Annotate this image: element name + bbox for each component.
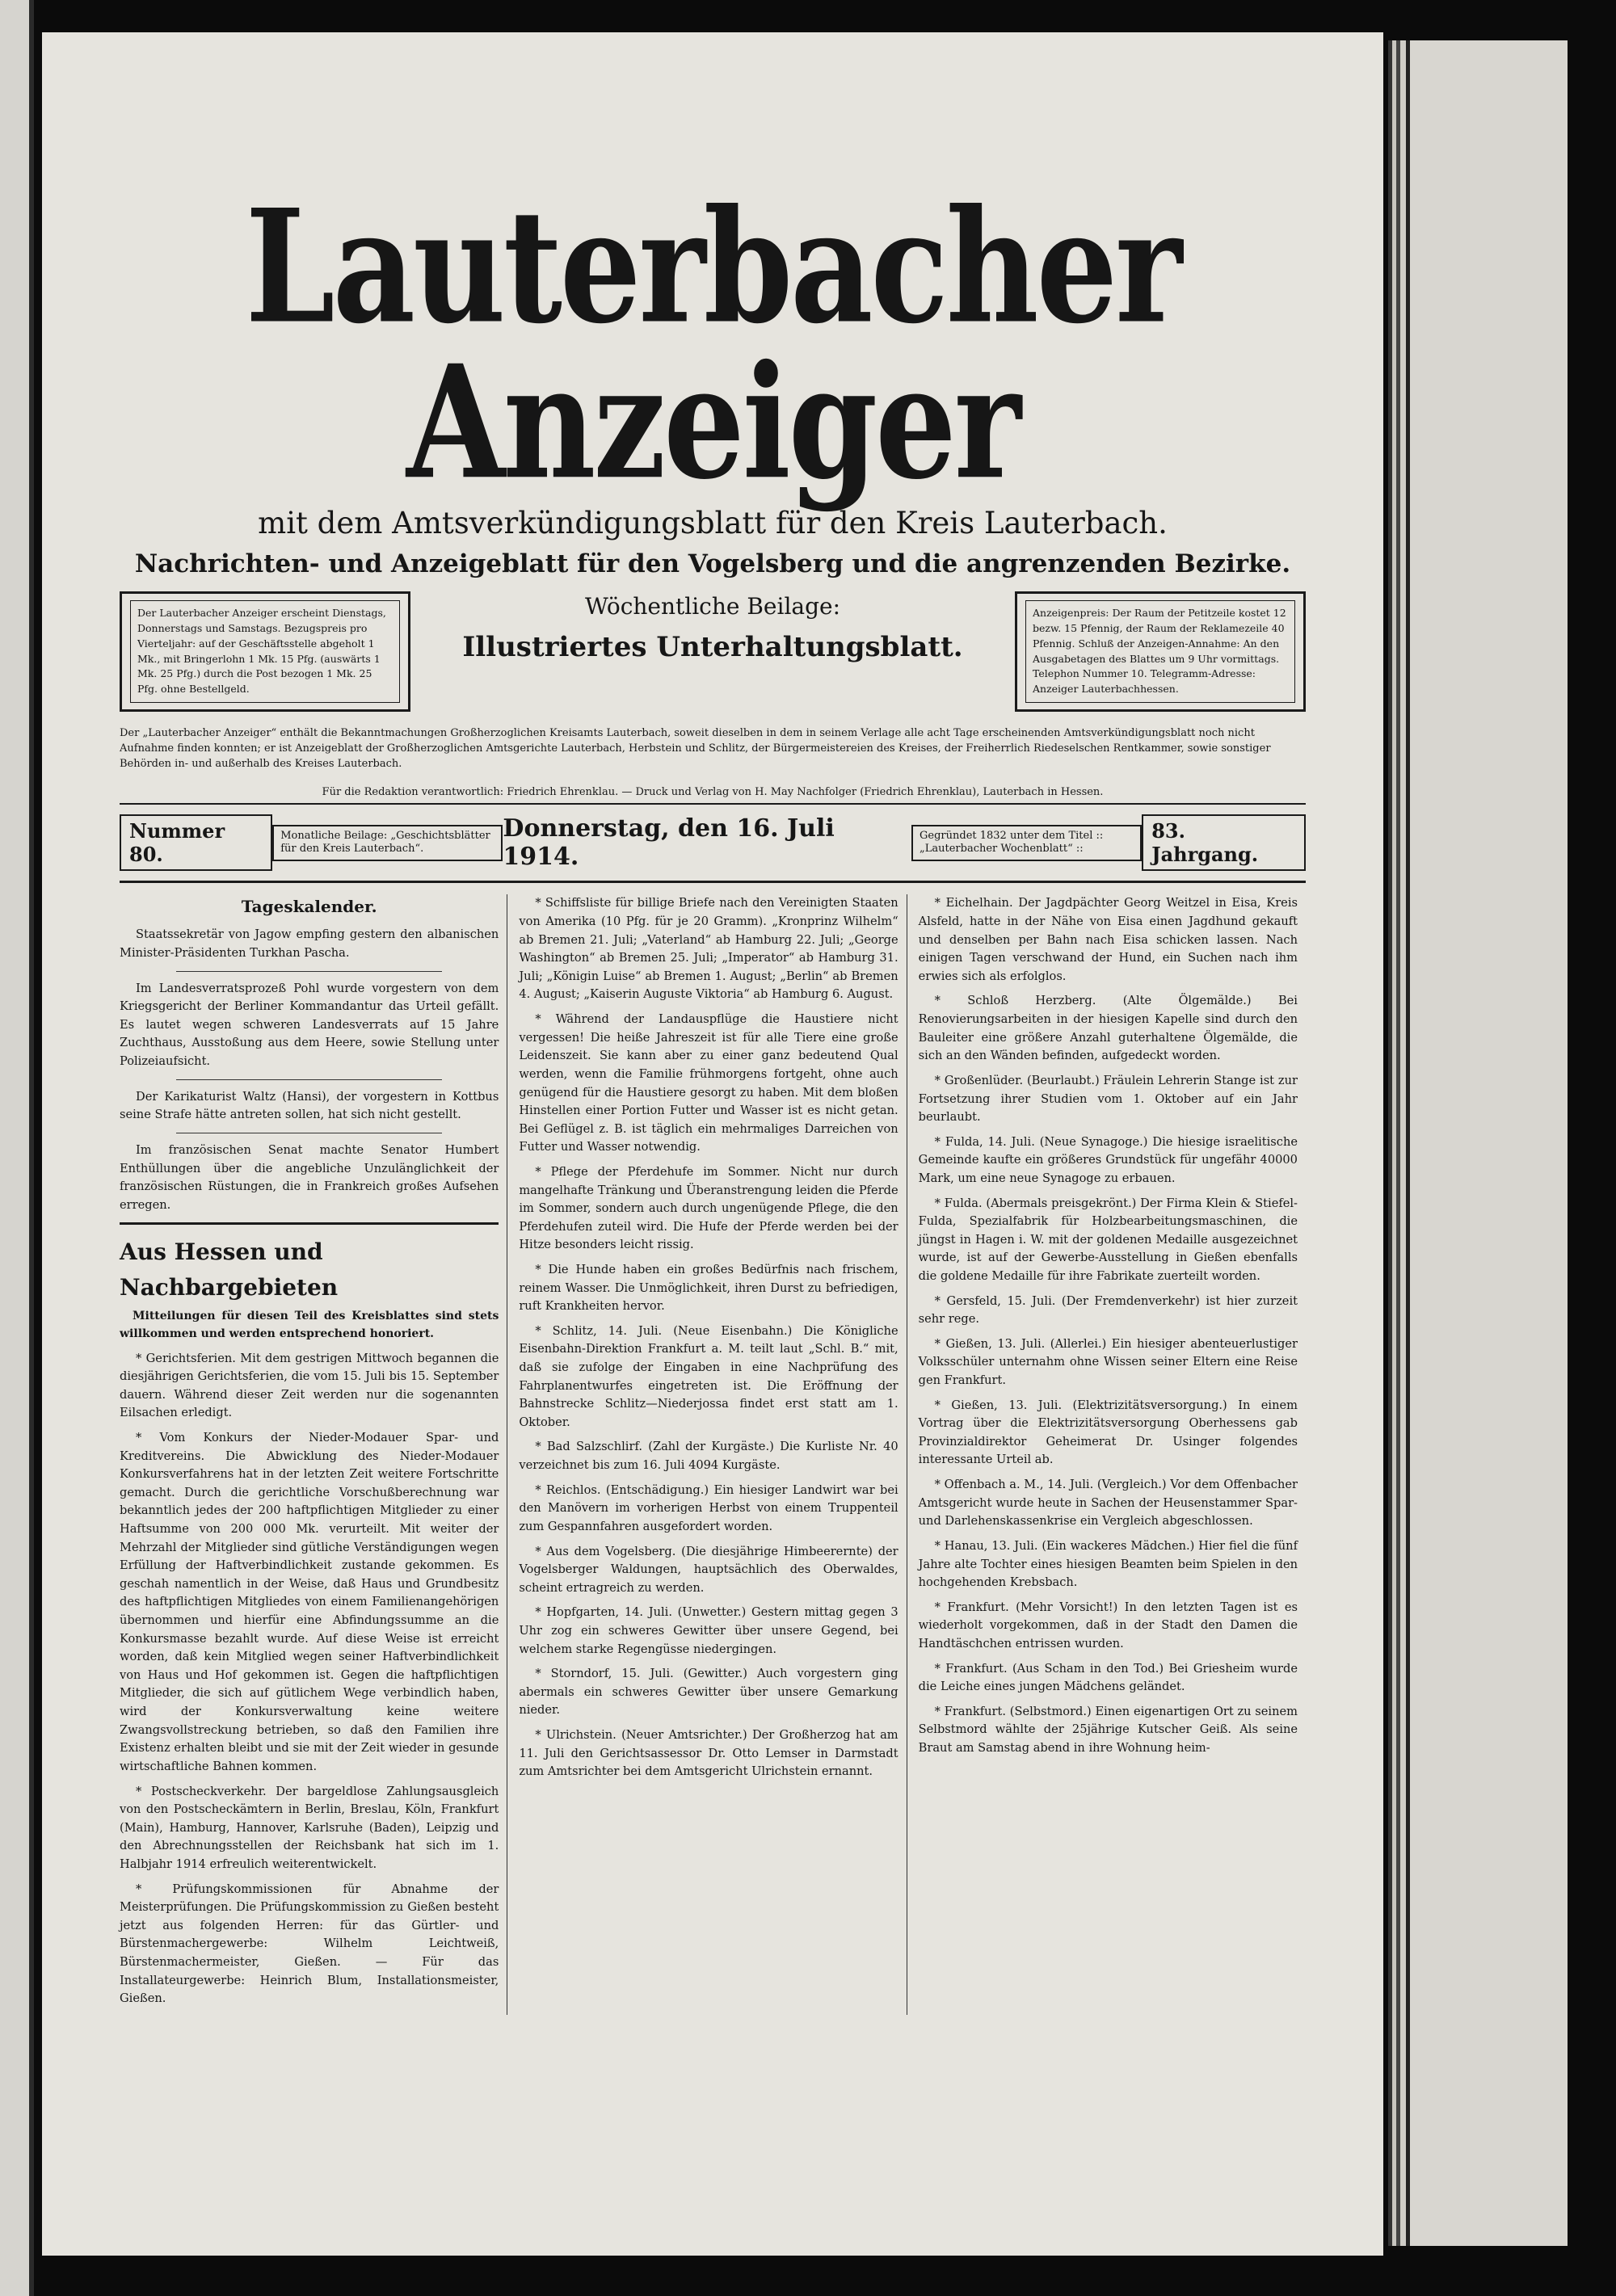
article: * Schlitz, 14. Juli. (Neue Eisenbahn.) Die Königliche Eisenbahn-Direktion Frankfurt a. M. teilt laut „Schl. B.“ mit, daß sie zufolge der Eingaben in eine Nachprüfung des Fahrplanentwurfes eingetreten ist. Die Eröffnung der Bahnstrecke Schlitz—Niederjossa findet erst statt am 1. Oktober. xyxy=(519,1323,898,1429)
issue-info-bar xyxy=(120,805,1306,883)
column-1 xyxy=(120,894,507,2014)
masthead-info-row xyxy=(120,591,1306,712)
calendar-item: Der Karikaturist Waltz (Hansi), der vorgestern in Kottbus seine Strafe hätte antreten sollen, hat sich nicht gestellt. xyxy=(120,1089,499,1122)
newspaper-tagline: Nachrichten- und Anzeigeblatt für den Vogelsberg und die angrenzenden Bezirke. xyxy=(134,549,1291,579)
article: * Gerichtsferien. Mit dem gestrigen Mittwoch begannen die diesjährigen Gerichtsferien, die vom 15. Juli bis 15. September dauern. Während dieser Zeit werden nur die sogenannten Eilsachen erledigt. xyxy=(120,1351,499,1420)
article: * Ulrichstein. (Neuer Amtsrichter.) Der Großherzog hat am 11. Juli den Gerichtsassessor Dr. Otto Lemser in Darmstadt zum Amtsrichter bei dem Amtsgericht Ulrichstein ernannt. xyxy=(519,1728,898,1779)
article: * Fulda, 14. Juli. (Neue Synagoge.) Die hiesige israelitische Gemeinde kaufte ein größeres Grundstück für ungefähr 40000 Mark, um eine neue Synagoge zu erbauen. xyxy=(918,1134,1298,1185)
official-notice: Der „Lauterbacher Anzeiger“ enthält die Bekanntmachungen Großherzoglichen Kreisamts Lauterbach, soweit dieselben in dem in seinem Verlage alle acht Tage erscheinenden Amtsverkündigungsblatt noch nicht Aufnahme finden konnten; er ist Anzeigeblatt der Großherzoglichen Amtsgerichte Lauterbach, Herbstein und Schlitz, der Bürgermeistereien des Kreises, der Freiherrlich Riedeselschen Rentkammer, sowie sonstiger Behörden in- und außerhalb des Kreises Lauterbach. xyxy=(120,726,1271,770)
supplement-label: Wöchentliche Beilage: xyxy=(584,593,841,620)
calendar-item: Staatssekretär von Jagow empfing gestern den albanischen Minister-Präsidenten Turkhan Pascha. xyxy=(120,927,499,961)
supplement-block xyxy=(410,591,1015,712)
article: * Prüfungskommissionen für Abnahme der Meisterprüfungen. Die Prüfungskommission zu Gießen besteht jetzt aus folgenden Herren: für das Gürtler- und Bürstenmachergewerbe: Wilhelm Leichtweiß, Bürstenmachermeister, Gießen. — Für das Installateurgewerbe: Heinrich Blum, Installationsmeister, Gießen. xyxy=(120,1882,499,2006)
issue-date: Donnerstag, den 16. Juli 1914. xyxy=(503,814,835,872)
article: * Storndorf, 15. Juli. (Gewitter.) Auch vorgestern ging abermals ein schweres Gewitter über unsere Gemarkung nieder. xyxy=(519,1667,898,1718)
article: * Eichelhain. Der Jagdpächter Georg Weitzel in Eisa, Kreis Alsfeld, hatte in der Nähe von Eisa einen Jagdhund gekauft und denselben per Bahn nach Eisa schicken lassen. Nach einigen Tagen verschwand der Hund, ein Suchen nach ihm erwies sich als erfolglos. xyxy=(918,896,1298,983)
article: * Vom Konkurs der Nieder-Modauer Spar- und Kreditvereins. Die Abwicklung des Nieder-Modauer Konkursverfahrens hat in der letzten Zeit weitere Fortschritte gemacht. Durch die gerichtliche Vorschußberechnung war bekanntlich jedes der 200 haftpflichtigen Mitglieder zu einer Haftsumme von 200 000 Mk. verurteilt. Mit weiter der Mehrzahl der Mitglieder sind gütliche Verständigungen wegen Erfüllung der Haftverbindlichkeit zustande gekommen. Es geschah namentlich in der Weise, daß Haus und Grundbesitz des haftpflichtigen Mitgliedes von einem Familienangehörigen übernommen und hierfür eine Abfindungssumme an die Konkursmasse bezahlt wurde. Auf diese Weise ist erreicht worden, daß kein Mitglied wegen seiner Haftverbindlichkeit von Haus und Hof gekommen ist. Gegen die haftpflichtigen Mitglieder, die sich auf gütlichem Wege verbindlich haben, wird der Konkursverwaltung keine weitere Zwangsvollstreckung betrieben, so daß den Familien ihre Existenz erhalten bleibt und sie mit der Zeit wieder in gesunde wirtschaftliche Bahnen kommen. xyxy=(120,1430,499,1773)
calendar-heading: Tageskalender. xyxy=(241,897,377,917)
ad-price-text: Anzeigenpreis: Der Raum der Petitzeile kostet 12 bezw. 15 Pfennig, der Raum der Reklamezeile 40 Pfennig. Schluß der Anzeigen-Annahme: An den Ausgabetagen des Blattes um 9 Uhr vormittags. Telephon Nummer 10. Telegramm-Adresse: Anzeiger Lauterbachhessen. xyxy=(1025,600,1295,703)
article: * Frankfurt. (Mehr Vorsicht!) In den letzten Tagen ist es wiederholt vorgekommen, daß in der Stadt den Damen die Handtäschchen entrissen wurden. xyxy=(918,1600,1298,1651)
page-stack-edges xyxy=(1395,40,1568,2246)
article: * Reichlos. (Entschädigung.) Ein hiesiger Landwirt war bei den Manövern im vorherigen Herbst von einem Truppenteil zum Gespannfahren ausgefordert worden. xyxy=(519,1482,898,1533)
column-3 xyxy=(919,894,1306,2014)
article: * Fulda. (Abermals preisgekrönt.) Der Firma Klein & Stiefel-Fulda, Spezialfabrik für Holzbearbeitungsmaschinen, die jüngst in Hagen i. W. mit der goldenen Medaille ausgezeichnet wurde, ist auf der Gewerbe-Ausstellung in Gießen ebenfalls die goldene Medaille für ihre Fabrikate zuerteilt worden. xyxy=(918,1196,1298,1283)
article: * Offenbach a. M., 14. Juli. (Vergleich.) Vor dem Offenbacher Amtsgericht wurde heute in Sachen der Heusenstammer Spar- und Darlehenskassenkrise ein Vergleich abgeschlossen. xyxy=(918,1478,1298,1529)
article: * Aus dem Vogelsberg. (Die diesjährige Himbeerernte) der Vogelsberger Waldungen, hauptsächlich des Oberwaldes, scheint ertragreich zu werden. xyxy=(519,1544,898,1595)
article: * Postscheckverkehr. Der bargeldlose Zahlungsausgleich von den Postscheckämtern in Berlin, Breslau, Köln, Frankfurt (Main), Hamburg, Hannover, Karlsruhe (Baden), Leipzig und den Abrechnungsstellen der Reichsbank hat sich im 1. Halbjahr 1914 erfreulich weiterentwickelt. xyxy=(120,1784,499,1871)
article: * Gießen, 13. Juli. (Elektrizitätsversorgung.) In einem Vortrag über die Elektrizitätsversorgung Oberhessens gab Provinzialdirektor Geheimerat Dr. Usinger folgendes interessante Urteil ab. xyxy=(918,1398,1298,1467)
article-columns xyxy=(120,894,1306,2014)
supplement-title: Illustriertes Unterhaltungsblatt. xyxy=(462,631,963,664)
newspaper-page xyxy=(42,32,1383,2256)
subscription-text: Der Lauterbacher Anzeiger erscheint Dienstags, Donnerstags und Samstags. Bezugspreis pro Vierteljahr: auf der Geschäftsstelle abgeholt 1 Mk., mit Bringerlohn 1 Mk. 15 Pfg. (auswärts 1 Mk. 25 Pfg.) durch die Post bezogen 1 Mk. 25 Pfg. ohne Bestellgeld. xyxy=(130,600,400,703)
article: * Gersfeld, 15. Juli. (Der Fremdenverkehr) ist hier zurzeit sehr rege. xyxy=(918,1293,1298,1327)
article: * Hopfgarten, 14. Juli. (Unwetter.) Gestern mittag gegen 3 Uhr zog ein schweres Gewitter über unsere Gegend, bei welchem starke Regengüsse niedergingen. xyxy=(519,1605,898,1656)
article: * Frankfurt. (Selbstmord.) Einen eigenartigen Ort zu seinem Selbstmord wählte der 25jährige Kutscher Geiß. Als seine Braut am Samstag abend in ihre Wohnung heim- xyxy=(918,1704,1298,1756)
volume-year: 83. Jahrgang. xyxy=(1142,814,1306,871)
article: * Schloß Herzberg. (Alte Ölgemälde.) Bei Renovierungsarbeiten in der hiesigen Kapelle sind durch den Bauleiter eine größere Anzahl guterhaltene Ölgemälde, die sich an den Wänden befinden, aufgedeckt worden. xyxy=(918,994,1298,1063)
section-heading: Aus Hessen und Nachbargebieten xyxy=(120,1238,339,1301)
article: * Bad Salzschlirf. (Zahl der Kurgäste.) Die Kurliste Nr. 40 verzeichnet bis zum 16. Juli 4094 Kurgäste. xyxy=(519,1440,898,1473)
editorial-responsibility: Für die Redaktion verantwortlich: Friedrich Ehrenklau. — Druck und Verlag von H. May Nachfolger (Friedrich Ehrenklau), Lauterbach in Hessen. xyxy=(120,780,1306,805)
newspaper-subtitle: mit dem Amtsverkündigungsblatt für den Kreis Lauterbach. xyxy=(258,506,1168,540)
column-2 xyxy=(519,894,907,2014)
article: * Großenlüder. (Beurlaubt.) Fräulein Lehrerin Stange ist zur Fortsetzung ihrer Studien vom 1. Oktober auf ein Jahr beurlaubt. xyxy=(918,1073,1298,1125)
monthly-supplement-note: Monatliche Beilage: „Geschichtsblätter für den Kreis Lauterbach“. xyxy=(272,825,503,861)
article: * Während der Landauspflüge die Haustiere nicht vergessen! Die heiße Jahreszeit ist für alle Tiere eine große Leidenszeit. Sie kann aber zu einer ganz bedeutend Qual werden, wenn die Familie frühmorgens fortgeht, ohne auch genügend für die Haustiere gesorgt zu haben. Mit dem bloßen Hinstellen einer Portion Futter und Wasser ist es nicht getan. Bei Geflügel z. B. ist täglich ein mehrmaliges Darreichen von Futter und Wasser notwendig. xyxy=(519,1012,898,1154)
ad-price-box xyxy=(1015,591,1306,712)
article: * Frankfurt. (Aus Scham in den Tod.) Bei Griesheim wurde die Leiche eines jungen Mädchens geländet. xyxy=(918,1661,1298,1694)
article: * Die Hunde haben ein großes Bedürfnis nach frischem, reinem Wasser. Die Unmöglichkeit, ihren Durst zu befriedigen, ruft Krankheiten hervor. xyxy=(519,1263,898,1314)
issue-number: Nummer 80. xyxy=(120,814,272,871)
newspaper-title: Lauterbacher Anzeiger xyxy=(245,176,1180,515)
adjacent-page-edge xyxy=(0,0,34,2296)
subscription-box xyxy=(120,591,410,712)
article: * Gießen, 13. Juli. (Allerlei.) Ein hiesiger abenteuerlustiger Volksschüler unternahm ohne Wissen seiner Eltern eine Reise gen Frankfurt. xyxy=(918,1336,1298,1388)
founded-note: Gegründet 1832 unter dem Titel :: „Lauterbacher Wochenblatt“ :: xyxy=(911,825,1142,861)
section-notice: Mitteilungen für diesen Teil des Kreisblattes sind stets willkommen und werden entsprechend honoriert. xyxy=(120,1310,499,1340)
article: * Schiffsliste für billige Briefe nach den Vereinigten Staaten von Amerika (10 Pfg. für je 20 Gramm). „Kronprinz Wilhelm“ ab Bremen 21. Juli; „Vaterland“ ab Hamburg 22. Juli; „George Washington“ ab Bremen 25. Juli; „Imperator“ ab Hamburg 31. Juli; „Königin Luise“ ab Bremen 1. August; „Berlin“ ab Bremen 4. August; „Kaiserin Auguste Viktoria“ ab Hamburg 6. August. xyxy=(519,896,898,1002)
calendar-item: Im französischen Senat machte Senator Humbert Enthüllungen über die angebliche Unzulänglichkeit der französischen Rüstungen, die in Frankreich großes Aufsehen erregen. xyxy=(120,1142,499,1212)
masthead xyxy=(120,176,1306,805)
article: * Hanau, 13. Juli. (Ein wackeres Mädchen.) Hier fiel die fünf Jahre alte Tochter eines hiesigen Beamten beim Spielen in den hochgehenden Krebsbach. xyxy=(918,1538,1298,1590)
article: * Pflege der Pferdehufe im Sommer. Nicht nur durch mangelhafte Tränkung und Überanstrengung leiden die Pferde im Sommer, sondern auch durch ungenügende Pflege, die den Pferdehufen zuteil wird. Die Hufe der Pferde werden bei der Hitze besonders leicht rissig. xyxy=(519,1164,898,1252)
calendar-item: Im Landesverratsprozeß Pohl wurde vorgestern von dem Kriegsgericht der Berliner Kommandantur das Urteil gefällt. Es lautet wegen schweren Landesverrats auf 15 Jahre Zuchthaus, Ausstoßung aus dem Heere, sowie Stellung unter Polizeiaufsicht. xyxy=(120,981,499,1069)
